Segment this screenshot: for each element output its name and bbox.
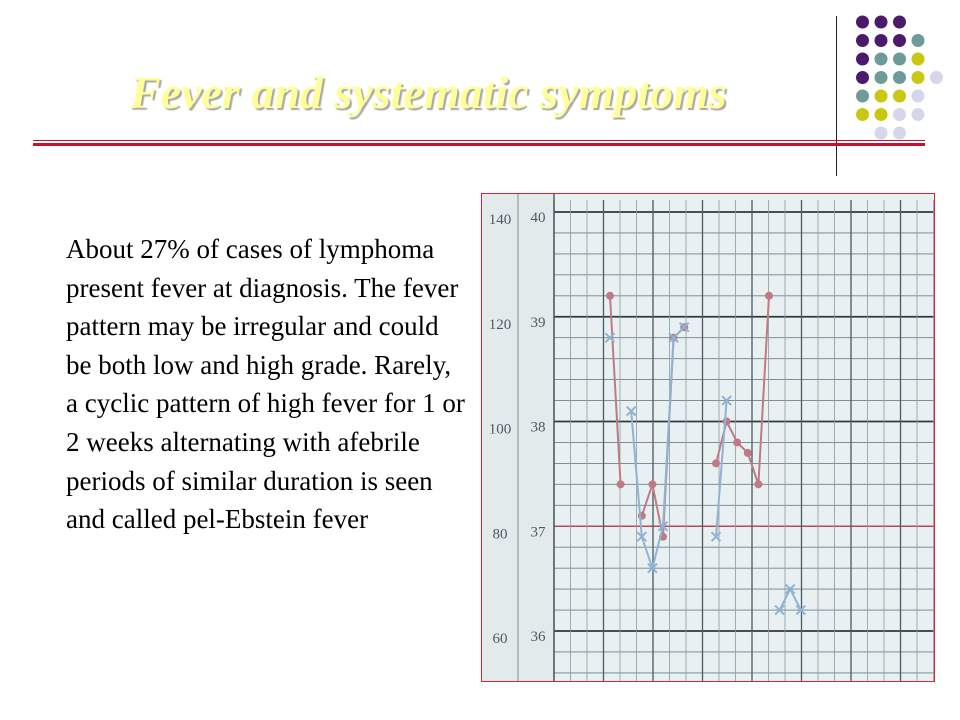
decorative-dot bbox=[856, 90, 869, 103]
tick-label-left: 80 bbox=[492, 526, 508, 543]
title-divider-vertical bbox=[836, 16, 837, 176]
decorative-dot bbox=[875, 108, 888, 121]
decorative-dot bbox=[912, 53, 925, 66]
slide-body-text: About 27% of cases of lymphoma present fever at diagnosis. The fever pattern may be irregular and could be both low and high grade. Rarely, a cyclic pattern of high fever for 1 or 2 weeks alternating with afebrile periods of similar duration is seen and called pel-Ebstein fever bbox=[66, 234, 465, 535]
decorative-dot bbox=[893, 16, 906, 29]
decorative-dot bbox=[856, 71, 869, 84]
data-point bbox=[754, 480, 762, 488]
tick-label-right: 38 bbox=[530, 419, 546, 436]
fever-chart-image bbox=[481, 193, 935, 682]
title-rule-thick bbox=[33, 143, 925, 146]
decorative-dot bbox=[856, 108, 869, 121]
tick-label-right: 40 bbox=[530, 210, 546, 226]
data-point bbox=[765, 292, 773, 300]
data-point bbox=[733, 438, 741, 446]
data-point bbox=[606, 292, 614, 300]
tick-label-left: 140 bbox=[488, 212, 512, 228]
decorative-dot bbox=[856, 16, 869, 29]
decorative-dot bbox=[912, 90, 925, 103]
decorative-dot bbox=[856, 34, 869, 47]
decorative-dot bbox=[893, 108, 906, 121]
decorative-dot bbox=[912, 108, 925, 121]
decorative-dot bbox=[856, 53, 869, 66]
dot-grid bbox=[856, 16, 943, 140]
decorative-dot bbox=[893, 90, 906, 103]
decorative-dot bbox=[875, 16, 888, 29]
temperature-chart bbox=[482, 194, 934, 681]
decorative-dot bbox=[875, 53, 888, 66]
data-point bbox=[744, 449, 752, 457]
title-rule-thin bbox=[33, 140, 925, 141]
data-point bbox=[712, 459, 720, 467]
slide-title: Fever and systematic symptoms bbox=[130, 67, 727, 118]
decorative-dot bbox=[875, 34, 888, 47]
decorative-dot bbox=[875, 71, 888, 84]
decorative-dot bbox=[875, 127, 888, 140]
decorative-dot bbox=[912, 71, 925, 84]
data-point bbox=[617, 480, 625, 488]
tick-label-right: 39 bbox=[530, 314, 546, 331]
tick-label-left: 120 bbox=[488, 316, 512, 333]
decorative-dot bbox=[912, 34, 925, 47]
data-point bbox=[648, 480, 656, 488]
decorative-dot bbox=[930, 71, 943, 84]
decorative-dot bbox=[893, 71, 906, 84]
tick-label-left: 100 bbox=[488, 421, 512, 438]
tick-label-left: 60 bbox=[492, 631, 508, 647]
decorative-dot bbox=[893, 127, 906, 140]
decorative-dot bbox=[893, 53, 906, 66]
decorative-dot bbox=[875, 90, 888, 103]
tick-label-right: 37 bbox=[530, 524, 546, 541]
tick-label-right: 36 bbox=[530, 629, 546, 645]
decorative-dot bbox=[893, 34, 906, 47]
